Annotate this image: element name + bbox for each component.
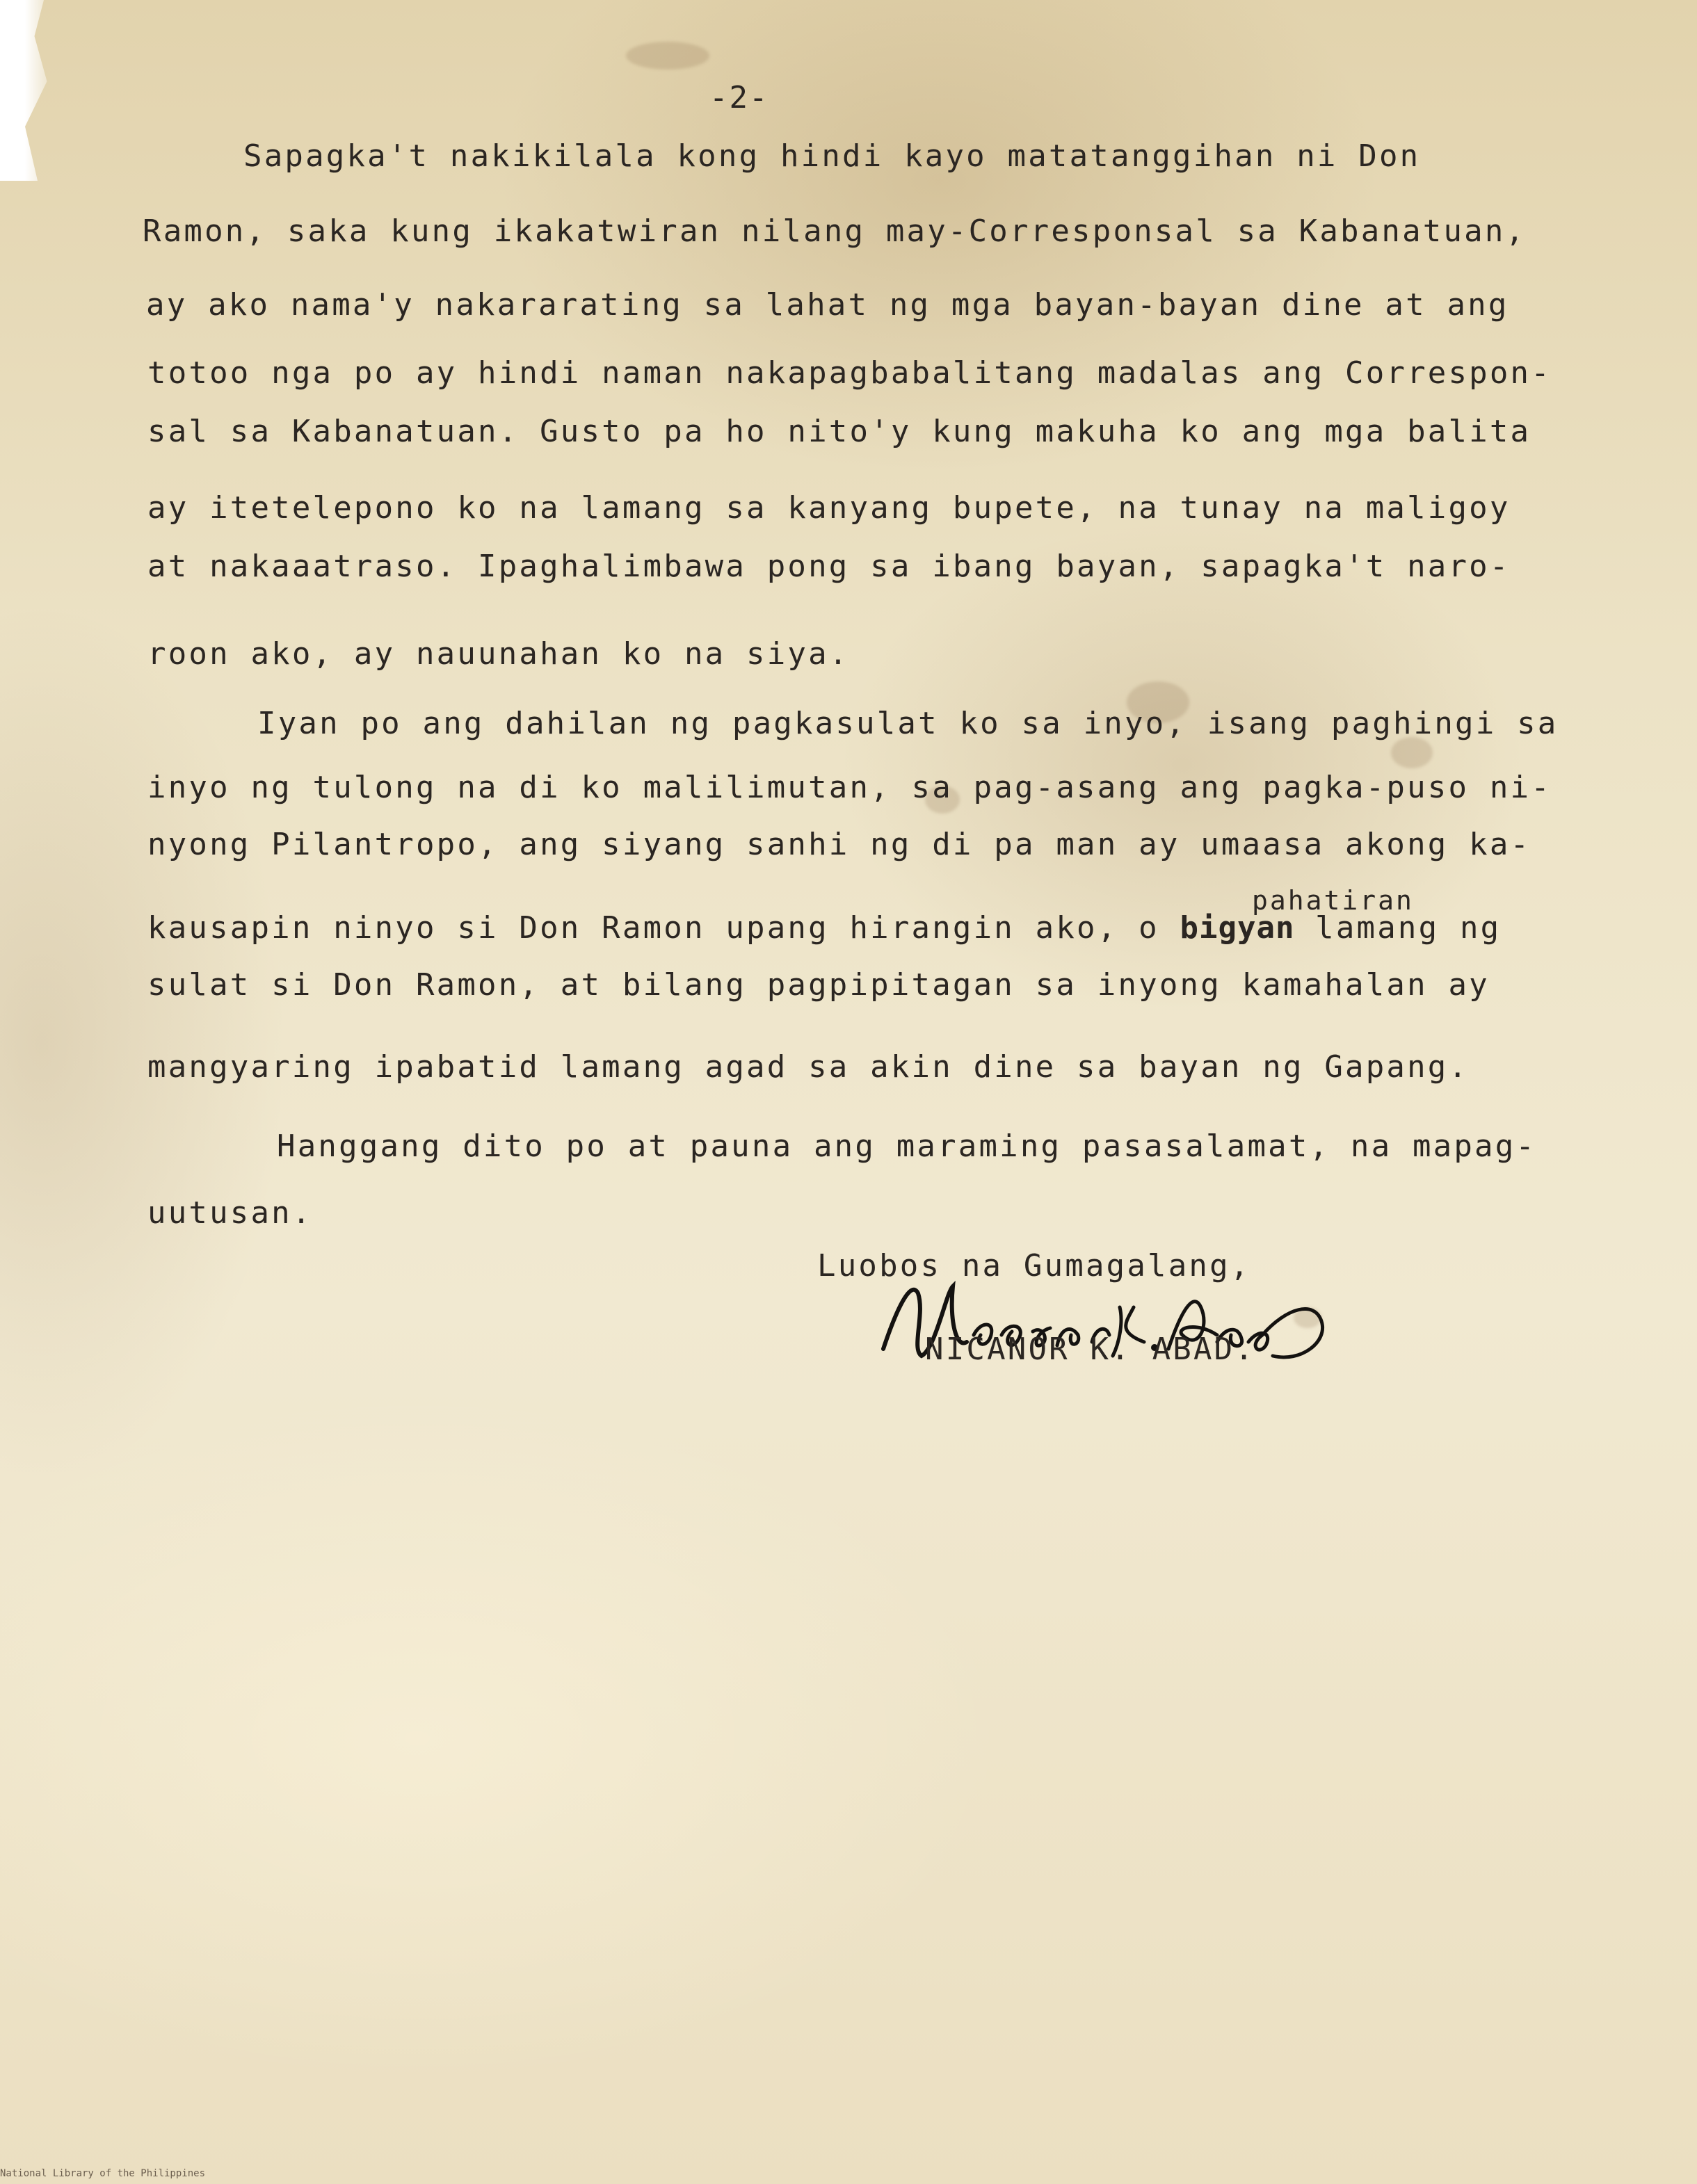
paragraph-2-line: inyo ng tulong na di ko malilimutan, sa pag-asang ang pagka-puso ni- [147,770,1552,805]
paragraph-3-line: uutusan. [147,1195,313,1231]
paragraph-1-line: Ramon, saka kung ikakatwiran nilang may-Corresponsal sa Kabanatuan, [143,213,1527,249]
paragraph-1-line: totoo nga po ay hindi naman nakapagbabalitang madalas ang Correspon- [147,355,1552,391]
archive-footer-note: National Library of the Philippines [0,2168,206,2179]
paragraph-1-line: Sapagka't nakikilala kong hindi kayo matatanggihan ni Don [243,138,1421,174]
struck-out-word: bigyan [1180,910,1295,946]
paragraph-2-line: mangyaring ipabatid lamang agad sa akin dine sa bayan ng Gapang. [147,1049,1470,1085]
paragraph-3-line: Hanggang dito po at pauna ang maraming pasasalamat, na mapag- [277,1129,1537,1164]
interlinear-insertion: pahatiran [1252,885,1414,916]
paragraph-1-line: at nakaaatraso. Ipaghalimbawa pong sa ibang bayan, sapagka't naro- [147,549,1511,584]
correction-text-after: lamang ng [1294,910,1502,946]
paragraph-2-line: sulat si Don Ramon, at bilang pagpipitagan sa inyong kamahalan ay [147,967,1490,1003]
page-number: -2- [709,80,769,115]
closing-salutation: Luobos na Gumagalang, [817,1248,1251,1284]
correction-text-before: kausapin ninyo si Don Ramon upang hirangin ako, o [147,910,1180,946]
paragraph-2-line: Iyan po ang dahilan ng pagkasulat ko sa inyo, isang paghingi sa [257,706,1559,741]
paragraph-1-line: sal sa Kabanatuan. Gusto pa ho nito'y kung makuha ko ang mga balita [147,414,1531,449]
paragraph-1-line: roon ako, ay nauunahan ko na siya. [147,636,850,672]
stain [626,42,709,70]
signer-name: NICANOR K. ABAD. [925,1332,1256,1367]
paragraph-1-line: ay ako nama'y nakararating sa lahat ng mga bayan-bayan dine at ang [146,287,1509,323]
torn-corner [0,0,63,181]
paragraph-2-line: nyong Pilantropo, ang siyang sanhi ng di pa man ay umaasa akong ka- [147,827,1531,862]
stain [1391,737,1433,768]
paragraph-2-correction-line [147,911,1501,946]
paragraph-1-line: ay itetelepono ko na lamang sa kanyang bupete, na tunay na maligoy [147,490,1511,526]
